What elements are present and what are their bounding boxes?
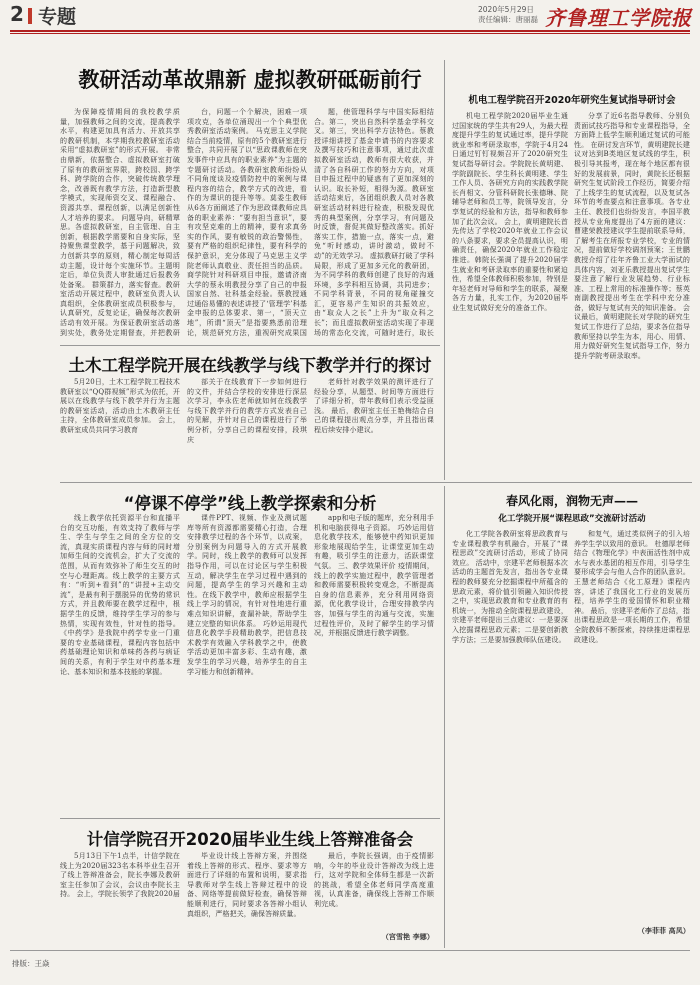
article-6-title: 春风化雨，润物无声—— [505,494,638,508]
article-3-text-3: 老师针对教学效果的测评进行了经验分享，从题型、时间等方面进行了详细分析，带年教师们表示受益匪浅。 最后，教研室主任王艳梅结合自己的课程提出观点分享，并且指出课程后续安排小建议。 [314,378,434,434]
article-2-title: 机电工程学院召开2020年研究生复试指导研讨会 [468,95,676,106]
article-5-byline: （宫雪艳 李娜） [381,932,434,941]
header-rule-thin [10,33,690,34]
article-3-text-2: 部关于在线教育下一步如何进行的文件，并结合学校的安排进行深层次学习，李永佐老师就如何在线教学与线下教学并行的教学方式发表自己的见解，并针对自己的课程进行了举例分析，分享自己的课程安排，段琪庆 [187,378,307,444]
article-divider [60,482,692,483]
section-title: 专题 [38,6,77,28]
article-1-text-2: 台，问题一个个解决，困难一项项攻克，各单位涌现出一个个典型优秀教研室活动案例。 马克思主义学院结合当前疫情，原有的5个教研室进行整合，共同开展了以“思政课教师在突发事件中应具有的职业素养”为主题的专题研讨活动。各教研室教师纷纷从不同角度谈及疫情防控中的案例与课程内容的结合，教学方式的改进，看作的为课识的提升等等。莫委生教师从6各方面阐述了作为思政课教师应具备的职业素养：“要有担当意识”，要有攻坚克难的上的精神，要有求真务实的作风，要有敏锐的政治警惕性，要有严格的组织纪律性，要有科学的保护意识，充分体现了马克思主义学院老师认真敬业、责任担当的品质。 商学院针对科研项目申报，邀请济南大学的蔡永明教授分享了自己的申报国家自然、社科基金经验。蔡教授通过通俗易懂的表述讲授了‘管理学’科基金申报的总体要求、第一，“顶天立地”，所谓“顶天”是指要熟悉前沿理论，规范研究方法，重视研究成果国 [187,108,307,337]
article-4-column-1 [60,514,180,814]
article-2-text-1: 机电工程学院2020届毕业生通过国家统的学生共有29人，为最大程度提升学生的复试通过率，提升学院就业率和考研录取率，学院于4月24日通过钉钉视频召开了2020研究生复试指导研讨会。学院院长黄明建、学院副院长、学生科长黄明建、学生工作人员、各研究方向的实践教学院长肖相文、分管科研院长张德琳、院辅导老师和员工等，院领导发言，分享复试的经验和方法，指导和教师参加了此次会议。 会上，黄明建院长首先传达了学校2020年就业工作会议的八条要求，要求全员提高认识，明确责任，确保2020年就业工作稳定推进。韩院长强调了提升2020届学生就业和考研录取率的重要性和紧迫性，希望全体教师积极参加，特别是年轻老师对导师和学生的联系，凝聚各方力量，扎实工作，为2020届毕业生复试做好充分的准备工作。 [452,112,568,312]
article-6-column-2 [574,530,690,925]
article-5-text-3: 最后，李院长强调，由于疫情影响，今年的毕业设计答辩改为线上进行，这对学院和全体师生都是一次新的挑战，希望全体老师同学高度重视，认真准备，确保线上答辩工作顺利完成。 [314,852,434,908]
footer-rule [10,950,690,951]
article-5-title: 计信学院召开2020届毕业生线上答辩准备会 [86,830,414,849]
article-4-column-2 [187,514,307,814]
article-1-text-3: 题，使管理科学与中国实际相结合。第二，突出自然科学基金学科交叉。第三，突出科学方法特色。蔡教授详细讲授了基金申请书的内容要求及撰写技巧和注意事项，通过此次虚拟教研室活动，教师有很大收获，并清了各自科研工作的努力方向，对项目申报过程中的疑惑有了更加深刻的认识。取长补短，相得为源。教研室活动结束后，各团组织教人员对各教研室活动材料进行检查，积极发现优秀的典型案例，分享学习，有问题及时反馈，督促其做好整改落实。抓好落实工作，措施一点，落实一点，避免“听时感动，讲时激动，做时不动”的无效学习。 虚拟教研打破了学科局限，形成了更加多元化的教研团，为不同学科的教师创建了良好的沟通环境，多学科相互协调，共同进步；不同学科背景，不同的视角碰撞交汇，更容易产生知识的共振效应，由“取众人之长”上升为“取众科之长”；而且虚拟教研室活动实现了非现场的常态化交流，可随时进行，取长 [314,108,434,337]
article-3-column-1 [60,378,180,478]
article-1-column-2 [187,108,307,338]
article-4-text-3: app和电子版的题库，充分利用手机和电脑获得电子资源。 巧妙运用信息化教学技术，能够使中药知识更加形象地展现给学生，让课堂更加生动有趣，吸引学生的注意力，活跃课堂气氛。 三、教学效果评价 疫情期间，线上的教学实施过程中，教学管理者和教师需要积极转变观念，不断提高自身的信息素养，充分利用网络资源，优化教学设计，合理安排教学内容，加强与学生的沟通与交流，实施过程性评价，及时了解学生的学习情况，并根据反馈进行教学调整。 [314,514,434,638]
article-1-column-3 [314,108,434,338]
article-1-column-1 [60,108,180,338]
section-marker [28,8,32,24]
article-6-text-1: 化工学院各教研室将思政教育与专业课程教学有机融合，开展了“课程思政”交流研讨活动，形成了协同效应。 活动中，宗建平老师根据本次活动的主题首先发言，指出各专业课程的教师要充分挖掘课程中所蕴含的思政元素，将价值引领融入知识传授之中，实现思政教育和专业教育的有机统一，为推动全院课程思政建设，宗建平老师提出三点建议：一是要深入挖掘课程思政元素；二是要创新教学方法；三是要加强教师队伍建设。 [452,530,568,644]
article-2-column-2 [574,112,690,472]
header-rule [10,30,690,32]
article-5-text-1: 5月13日下午1点半，计信学院在线上为2020届323名本科毕业生召开了线上答辩准备会，院长李娜及教研室主任参加了会议，会议由李院长主持。 会上，学院长领学了我院2020届 [60,852,180,899]
article-5-column-2 [187,852,307,942]
article-5-column-1 [60,852,180,942]
article-4-text-1: 线上教学依托资源平台和直播平台的交互功能，有效支持了教师与学生、学生与学生之间的全方位的交流，真现实质课程内容与师的同时增加师生间的交流机会，扩大了交流的范围，从而有效弥补了师生交互的时空与心理距离。线上教学的主要方式有：“听到+看到”的“讲授+主动交流”，是最有利于摆脱异的优势的常识方式，并且教师要在教学过程中，根据学生的反馈，维持学生学习的参与热情，实现有效性，针对性的指导。 《中药学》是我院中药学专业一门重要的专业基础课程，课程内容包括中药基础理论知识和单味药各药与病证间的关系，有利于学生对中药基本理论、基本知识和基本技能的掌握。 [60,514,180,676]
article-4-text-2: 课件PPT、视频、作业及测试题库等所有资源都需要精心打造，合理安排教学过程的各个环节，以成案，分别案例为问题导入的方式开展教学。同时，线上教学的教师可以发挥指导作用，可以在讨论区与学生积极互动，解决学生在学习过程中遇到的问题，提高学生的学习兴趣和主动性。在线下教学中，教师应根据学生线上学习的情况，有针对性地进行重难点知识讲解，查漏补缺，帮助学生建立完整的知识体系。 巧妙运用现代信息化教学手段精助教学，把信息技术教学有效融入学科教学之中，使教学活动更加丰富多彩、生动有趣，激发学生的学习兴趣，培养学生的自主学习能力和创新精神。 [187,514,307,676]
article-divider [60,345,440,346]
masthead: 齐鲁理工学院报 [545,6,692,30]
article-3-column-2 [187,378,307,478]
article-6-byline: （李菲菲 高凤） [637,926,690,935]
page-number: 2 [10,2,24,26]
article-3-text-1: 5月20日，土木工程学院工程技术教研室以“QQ群视频”形式为依托，开展以在线教学与线下教学并行为主题的教研室活动，活动由土木教研主任主持，全体教研室成员参加。 会上，教研室成员共同学习教育 [60,378,180,434]
article-4-column-3 [314,514,434,814]
article-5-text-2: 毕业设计线上答辩方案，并围绕着线上答辩的形式、程序、要求等方面进行了详细的布置和说明，要求指导教师对学生线上答辩过程中的设备、网络等提前做好检查，确保答辩能顺利进行，同时要求各答辩小组认真组织，严格把关，确保答辩质量。 [187,852,307,918]
article-1-text-1: 为保障疫情期间的我校教学质量，加强教师之间的交流，提高教学水平，构建更加具有活力、开放共享的教研机制，本学期我校教研室活动采用“虚拟教研室”的形式开展。 非常由鼎新，依据整合、虚拟教研室打破了原有的教研室界限，跨校园、跨学科、跨学院的合作，突破传统教学理念，改善既有教学方法，打造新型教学模式，实现师资交叉、课程融合、资源共享、课程创新，以满足创新性人才培养的要求。 问题导向，研精覃思。各虚拟教研室，自主管理、自主创新，根据教学需要和自身实际，坚持聚焦课堂教学，基于问题解决，致力创新共享的原则，精心制定每周活动主题，设计每个实施环节。主题明定后，单位负责人审批通过后报教务处备案。 群策群力，落实督查。教研室活动开展过程中，教研室负责人认真组织，全体教研室成员积极参与，认真研究，反复论证，确保每次教研活动有效开展。为保证教研室活动落到实处，教务处定期督查，并把教研 [60,108,180,337]
page-header [0,0,700,58]
column-divider [444,60,445,480]
article-2-text-2: 分享了近6名指导教师、分别负责面试技巧指导和专业课程指导，全方面降上低学生顺利通过复试的可能性。 在研讨发言环节，黄明建院长建议对达到B类地区复试线的学生，积极引导其报考，现在每个地区都有很好的发展前景，同时，黄院长还根据研究生复试阶段工作经历，简要介绍了上线学生的复试流程，以及复试各环节的考查要点和注意事项。各专业主任、教授们也纷纷发言，李国平教授从专业角度提出了4方面的建议：曹建荣教授建议学生提前联系导师，了解考生在所报专业学校，专业的情况，提前做好学校调剂预案；王世鹏教授介绍了往年齐鲁工业大学面试的具体内容，刘亚乐教授提出复试学生要注意了解行业发展趋势、行业标准、工程上常用的标准操作等；蔡英南副教授提出考生在学科中充分准备，做好与复试有关的知识准备。 会议最后，黄明建院长对学院的研究生复试工作进行了总结，要求各位指导教师坚持以学生为本，用心、用情、用力做好研究生复试指导工作，努力提升学院考研录取率。 [574,112,690,360]
editor-credit: 责任编辑：唐丽磊 [478,15,538,24]
article-4-title: “停课不停学”线上教学探索和分析 [123,494,377,513]
article-5-column-3 [314,852,434,932]
issue-date: 2020年5月29日 [478,5,534,14]
article-1-title: 教研活动革故鼎新 虚拟教研砥砺前行 [78,68,422,92]
layout-credit: 排版：王焱 [12,959,50,968]
article-3-title: 土木工程学院开展在线教学与线下教学并行的探讨 [68,356,432,375]
article-6-column-1 [452,530,568,935]
column-divider [444,486,445,948]
article-2-column-1 [452,112,568,472]
article-divider [60,818,440,819]
article-6-text-2: 和复气，通过类似例子的引入培养学生学以致用的意识。 杜德厚老师结合《物理化学》中表面活性剂中成水与表水基团的相互作用，引导学生要形成学会与他人合作的团队意识。 王慧老师结合《化工原理》课程内容，讲述了我国化工行业的发展历程，培养学生的爱国情怀和职业精神。 最后，宗建平老师作了总结，指出课程思政是一项长期的工作，希望全院教师不断探索，持续推进课程思政建设。 [574,530,690,644]
article-6-subtitle: 化工学院开展“课程思政”交流研讨活动 [498,514,646,524]
article-3-column-3 [314,378,434,478]
